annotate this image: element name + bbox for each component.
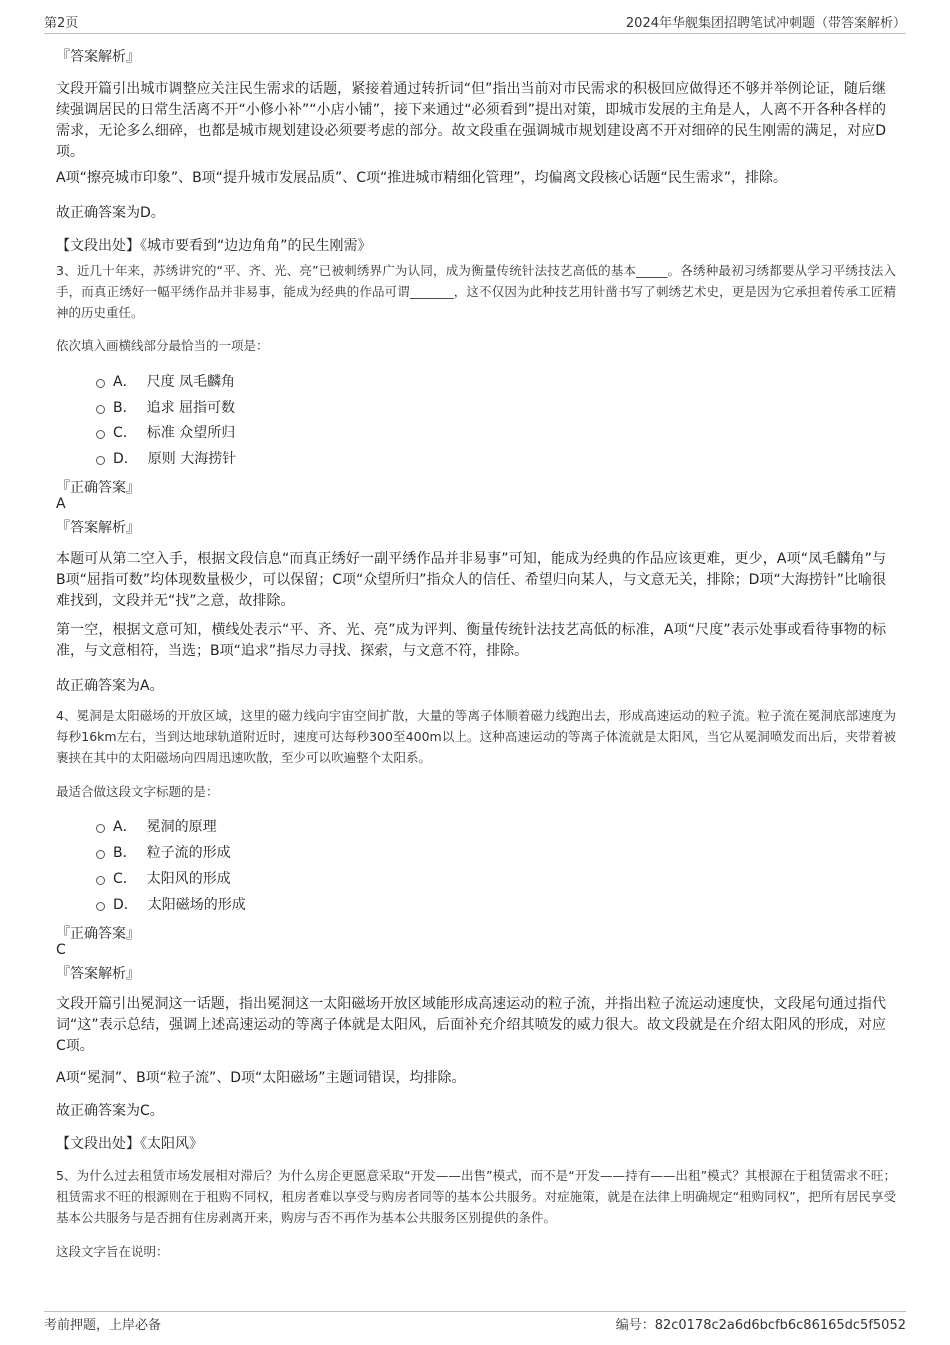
option-letter: D．: [113, 897, 138, 913]
analysis-label: 『答案解析』: [56, 520, 140, 536]
radio-icon[interactable]: [96, 456, 105, 465]
header-divider: [44, 33, 906, 34]
question-3-option-b[interactable]: [96, 397, 235, 417]
document-title: 2024年华舰集团招聘笔试冲刺题（带答案解析）: [625, 16, 906, 31]
option-letter: C．: [113, 871, 137, 887]
analysis-label: 『答案解析』: [56, 966, 140, 982]
radio-icon[interactable]: [96, 379, 105, 388]
analysis-conclusion: 故正确答案为A。: [56, 678, 164, 694]
option-text: 冕洞的原理: [146, 819, 217, 835]
question-3-option-a[interactable]: [96, 371, 235, 391]
question-4-option-c[interactable]: [96, 868, 231, 888]
analysis-paragraph: A项“擦亮城市印象”、B项“提升城市发展品质”、C项“推进城市精细化管理”，均偏离文段核心话题“民生需求”，排除。: [56, 170, 787, 186]
analysis-paragraph: 第一空，根据文意可知，横线处表示“平、齐、光、亮”成为评判、衡量传统针法技艺高低的标准，A项“尺度”表示处事或看待事物的标准，与文意相符，当选；B项“追求”指尽力寻找、探索，与文意不符，排除。: [56, 622, 886, 659]
radio-icon[interactable]: [96, 876, 105, 885]
radio-icon[interactable]: [96, 824, 105, 833]
correct-answer-label: 『正确答案』: [56, 926, 140, 942]
option-letter: B．: [113, 845, 137, 861]
option-text: 太阳风的形成: [146, 871, 231, 887]
radio-icon[interactable]: [96, 850, 105, 859]
analysis-paragraph: 文段开篇引出冕洞这一话题，指出冕洞这一太阳磁场开放区域能形成高速运动的粒子流，并指出粒子流运动速度快，文段尾句通过指代词“这”表示总结，强调上述高速运动的等离子体就是太阳风，后面补充介绍其喷发的威力很大。故文段就是在介绍太阳风的形成，对应C项。: [56, 996, 886, 1054]
option-letter: D．: [113, 451, 138, 467]
radio-icon[interactable]: [96, 405, 105, 414]
footer-divider: [44, 1311, 906, 1312]
option-text: 追求 屈指可数: [146, 400, 236, 416]
source-citation: 【文段出处】《太阳风》: [56, 1136, 203, 1152]
question-5-prompt: 这段文字旨在说明：: [56, 1244, 169, 1259]
page-number: 第2页: [44, 16, 79, 31]
option-letter: A．: [113, 374, 137, 390]
radio-icon[interactable]: [96, 430, 105, 439]
question-5-stem: 5、为什么过去租赁市场发展相对滞后？为什么房企更愿意采取“开发——出售”模式，而不是“开发——持有——出租”模式？其根源在于租赁需求不旺；租赁需求不旺的根源则在于租购不同权，租房者难以享受与购房者同等的基本公共服务。对症施策，就是在法律上明确规定“租购同权”，把所有居民享受基本公共服务与是否拥有住房剥离开来，购房与否不再作为基本公共服务区别提供的条件。: [56, 1168, 896, 1225]
question-4-stem: 4、冕洞是太阳磁场的开放区域，这里的磁力线向宇宙空间扩散，大量的等离子体顺着磁力线跑出去，形成高速运动的粒子流。粒子流在冕洞底部速度为每秒16km左右，当到达地球轨道附近时，速度可达每秒300至400m以上。这种高速运动的等离子体流就是太阳风，当它从冕洞喷发而出后，夹带着被裹挟在其中的太阳磁场向四周迅速吹散，至少可以吹遍整个太阳系。: [56, 708, 896, 765]
option-text: 标准 众望所归: [146, 425, 236, 441]
correct-answer-label: 『正确答案』: [56, 480, 140, 496]
analysis-conclusion: 故正确答案为C。: [56, 1103, 164, 1119]
question-3-prompt: 依次填入画横线部分最恰当的一项是：: [56, 338, 269, 353]
option-letter: B．: [113, 400, 137, 416]
document-code-value: 82c0178c2a6d6bcfb6c86165dc5f5052: [654, 1318, 906, 1333]
question-3-option-d[interactable]: [96, 448, 236, 468]
question-3-option-c[interactable]: [96, 422, 235, 442]
question-4-option-d[interactable]: [96, 894, 246, 914]
source-citation: 【文段出处】《城市要看到“边边角角”的民生刚需》: [56, 238, 372, 254]
document-code-label: 编号：: [615, 1318, 655, 1333]
radio-icon[interactable]: [96, 902, 105, 911]
document-code: [616, 1314, 906, 1333]
option-letter: A．: [113, 819, 137, 835]
analysis-label: 『答案解析』: [56, 49, 140, 65]
correct-answer-value: C: [56, 942, 66, 958]
question-4-option-a[interactable]: [96, 816, 217, 836]
question-4-prompt: 最适合做这段文字标题的是：: [56, 784, 219, 799]
analysis-paragraph: 文段开篇引出城市调整应关注民生需求的话题，紧接着通过转折词“但”指出当前对市民需求的积极回应做得还不够并举例论证，随后继续强调居民的日常生活离不开“小修小补”“小店小铺”，接下来通过“必须看到”提出对策，即城市发展的主角是人，人离不开各种各样的需求，无论多么细碎，也都是城市规划建设必须要考虑的部分。故文段重在强调城市规划建设离不开对细碎的民生刚需的满足，对应D项。: [56, 81, 886, 160]
analysis-paragraph: A项“冕洞”、B项“粒子流”、D项“太阳磁场”主题词错误，均排除。: [56, 1070, 466, 1086]
question-3-stem: 3、近几十年来，苏绣讲究的“平、齐、光、亮”已被刺绣界广为认同，成为衡量传统针法技艺高低的基本_____。各绣种最初习绣都要从学习平绣技法入手，而真正绣好一幅平绣作品并非易事，能成为经典的作品可谓_______，这不仅因为此种技艺用针凿书写了刺绣艺术史，更是因为它承担着传承工匠精神的历史重任。: [56, 263, 896, 320]
analysis-conclusion: 故正确答案为D。: [56, 205, 165, 221]
option-text: 粒子流的形成: [146, 845, 231, 861]
option-letter: C．: [113, 425, 137, 441]
analysis-paragraph: 本题可从第二空入手，根据文段信息“而真正绣好一副平绣作品并非易事”可知，能成为经典的作品应该更难，更少，A项“凤毛麟角”与B项“屈指可数”均体现数量极少，可以保留；C项“众望所归”指众人的信任、希望归向某人，与文意无关，排除；D项“大海捞针”比喻很难找到，文段并无“找”之意，故排除。: [56, 551, 886, 609]
option-text: 原则 大海捞针: [147, 451, 237, 467]
option-text: 太阳磁场的形成: [147, 897, 246, 913]
option-text: 尺度 凤毛麟角: [146, 374, 236, 390]
question-4-option-b[interactable]: [96, 842, 231, 862]
footer-slogan: 考前押题，上岸必备: [44, 1318, 162, 1333]
correct-answer-value: A: [56, 496, 66, 512]
